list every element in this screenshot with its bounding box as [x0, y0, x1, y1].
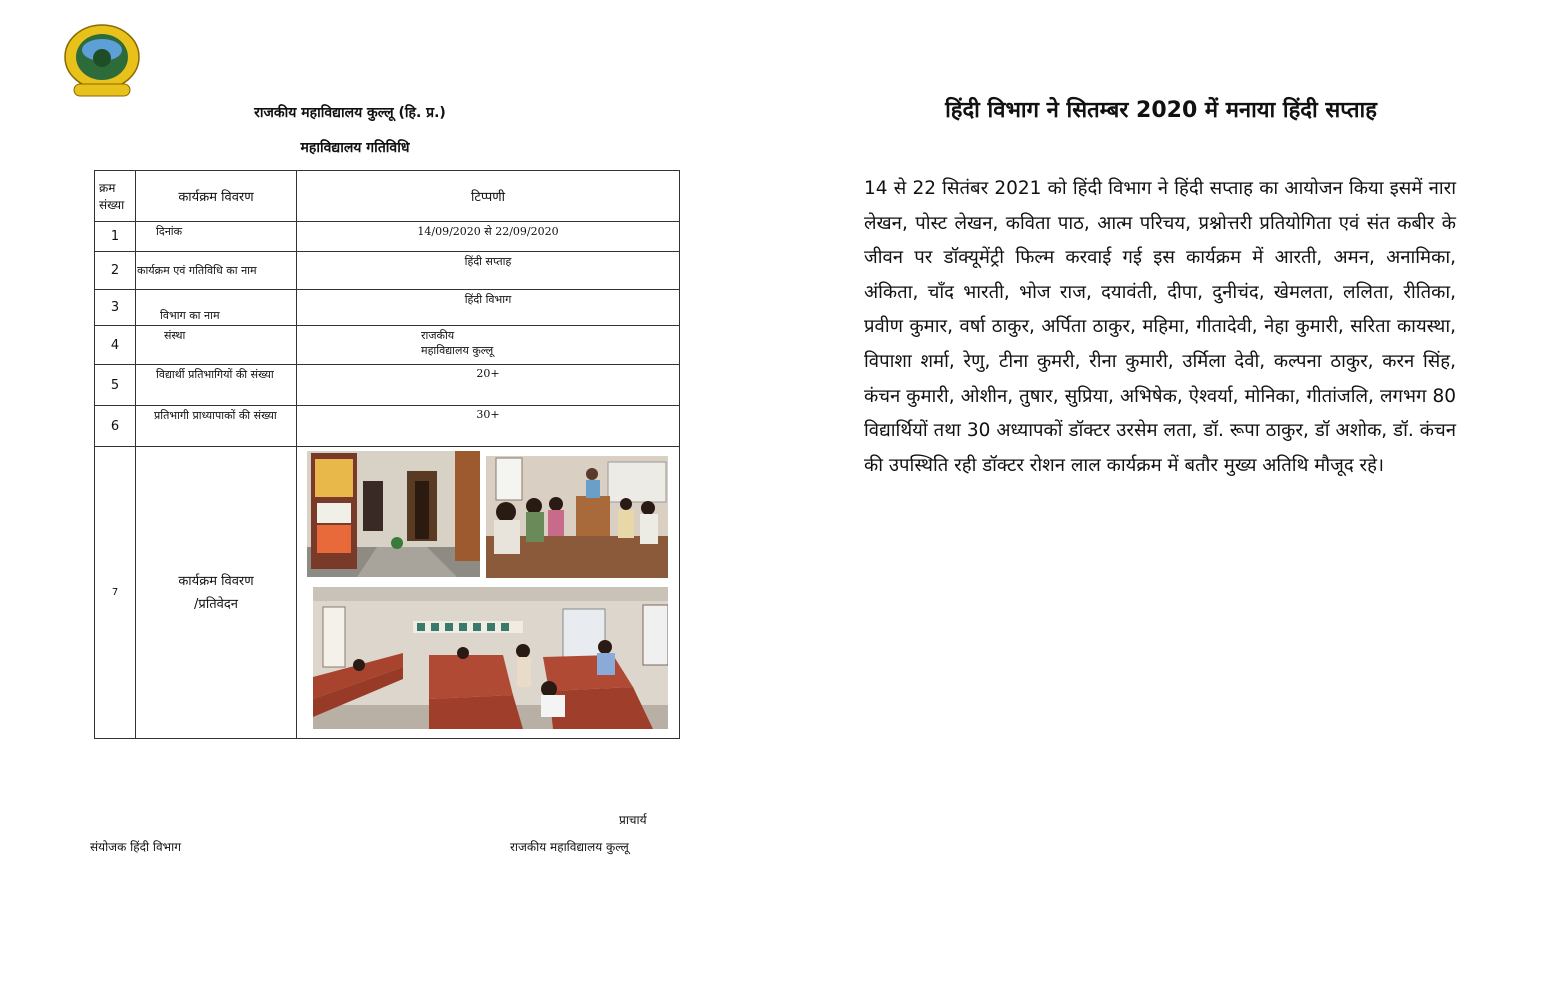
table-row: [95, 406, 680, 447]
row-number: 7: [95, 447, 136, 739]
row-label: प्रतिभागी प्राध्यापाकों की संख्या: [136, 406, 297, 447]
row-value: हिंदी सप्ताह: [297, 252, 680, 290]
row-value-line: राजकीय: [421, 329, 455, 342]
row-number: 1: [95, 222, 136, 252]
row-label: दिनांक: [136, 222, 297, 252]
table-row: [95, 447, 680, 739]
college-name: राजकीय महाविद्यालय कुल्लू (हि. प्र.): [254, 105, 446, 121]
row-label: [136, 447, 297, 739]
table-row: [95, 290, 680, 326]
header-description: कार्यक्रम विवरण: [136, 171, 297, 222]
row-number: 3: [95, 290, 136, 326]
table-row: [95, 252, 680, 290]
row-value: [297, 326, 680, 365]
table-row: [95, 222, 680, 252]
header-serial: क्रम संख्या: [95, 171, 136, 222]
principal-signature: प्राचार्य: [619, 813, 647, 827]
row-label: विद्यार्थी प्रतिभागियों की संख्या: [136, 365, 297, 406]
row-label: विभाग का नाम: [136, 290, 297, 326]
college-emblem-icon: [62, 24, 142, 98]
coordinator-signature: संयोजक हिंदी विभाग: [90, 840, 181, 854]
row-value: हिंदी विभाग: [297, 290, 680, 326]
row-label-line: /प्रतिवेदन: [194, 596, 238, 612]
row-label: कार्यक्रम एवं गतिविधि का नाम: [136, 252, 297, 290]
row-value: 20+: [297, 365, 680, 406]
row-number: 5: [95, 365, 136, 406]
row-value: 30+: [297, 406, 680, 447]
photos-cell: [297, 447, 680, 739]
news-title: हिंदी विभाग ने सितम्बर 2020 में मनाया हिंदी सप्ताह: [945, 98, 1377, 123]
row-value-line: महाविद्यालय कुल्लू: [421, 344, 494, 357]
corridor-photo: [307, 451, 480, 577]
lecture-photo: [486, 456, 668, 578]
row-number: 6: [95, 406, 136, 447]
activity-table: [94, 170, 680, 739]
row-number: 4: [95, 326, 136, 365]
college-signature: राजकीय महाविद्यालय कुल्लू: [510, 840, 629, 854]
row-value: 14/09/2020 से 22/09/2020: [297, 222, 680, 252]
table-row: [95, 326, 680, 365]
exam-hall-photo: [313, 587, 668, 729]
table-row: [95, 365, 680, 406]
row-label: संस्था: [136, 326, 297, 365]
activity-heading: महाविद्यालय गतिविधि: [300, 140, 410, 156]
row-number: 2: [95, 252, 136, 290]
row-label-line: कार्यक्रम विवरण: [178, 573, 254, 589]
news-body: 14 से 22 सितंबर 2021 को हिंदी विभाग ने हिंदी सप्ताह का आयोजन किया इसमें नारा लेखन, पोस्ट लेखन, कविता पाठ, आत्म परिचय, प्रश्नोत्तरी प्रतियोगिता एवं संत कबीर के जीवन पर डॉक्यूमेंट्री फिल्म करवाई गई इस कार्यक्रम में आरती, अमन, अनामिका, अंकिता, चाँद भारती, भोज राज, दयावंती, दीपा, दुनीचंद, खेमलता, ललिता, रीतिका, प्रवीण कुमार, वर्षा ठाकुर, अर्पिता ठाकुर, महिमा, गीतादेवी, नेहा कुमारी, सरिता कायस्था, विपाशा शर्मा, रेणु, टीना कुमरी, रीना कुमारी, उर्मिला देवी, कल्पना ठाकुर, करन सिंह, कंचन कुमारी, ओशीन, तुषार, सुप्रिया, अभिषेक, ऐश्वर्या, मोनिका, गीतांजलि, लगभग 80 विद्यार्थियों तथा 30 अध्यापकों डॉक्टर उरसेम लता, डॉ. रूपा ठाकुर, डॉ अशोक, डॉ. कंचन की उपस्थिति रही डॉक्टर रोशन लाल कार्यक्रम में बतौर मुख्य अतिथि मौजूद रहे।: [864, 178, 1456, 476]
header-remarks: टिप्पणी: [297, 171, 680, 222]
